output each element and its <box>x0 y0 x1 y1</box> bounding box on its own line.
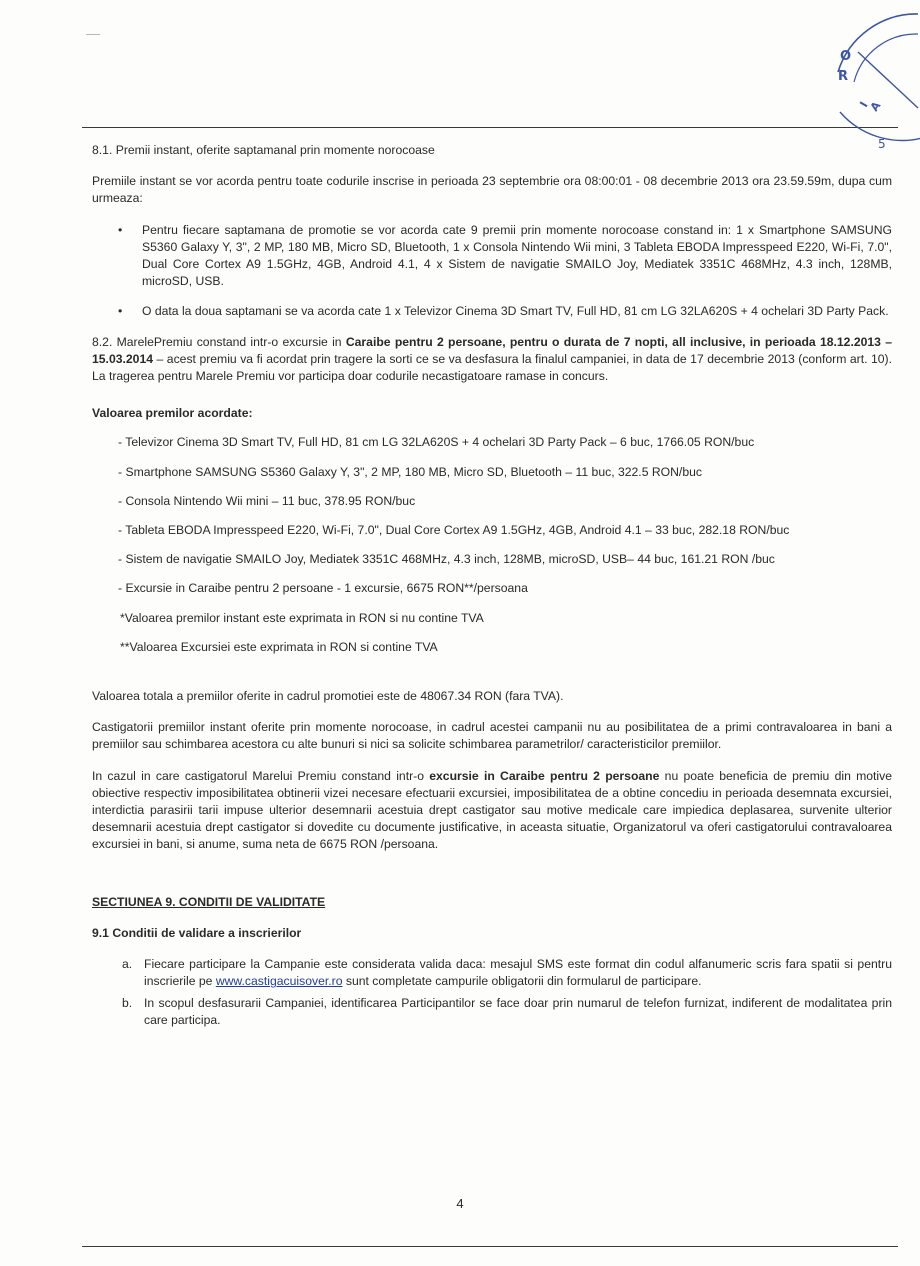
list-item: - Sistem de navigatie SMAILO Joy, Mediatek 3351C 468MHz, 4.3 inch, 128MB, microSD, USB– 44 buc, 161.21 RON /buc <box>118 552 775 567</box>
winners-paragraph: Castigatorii premiilor instant oferite prin momente norocoase, in cadrul acestei campanii nu au posibilitatea de a primi contravaloarea in bani a premiilor sau schimbarea acestora cu alte bunuri si nici sa solicite schimbarea parametrilor/ caracteristicilor premiilor. <box>92 720 892 752</box>
item-text: Fiecare participare la Campanie este considerata valida daca: mesajul SMS este format din codul alfanumeric scris fara spatii si pentru inscrierile pe <box>144 957 892 989</box>
bullet-text: Pentru fiecare saptamana de promotie se vor acorda cate 9 premii prin momente norocoase constand in: 1 x Smartphone SAMSUNG S5360 Galaxy Y, 3", 2 MP, 180 MB, Micro SD, Bluetooth, 1 x Consola Nintendo Wii mini, 3 Tableta EBODA Impresspeed E220, Wi-Fi, 7.0", Dual Core Cortex A9 1.5GHz, 4GB, Android 4.1, 4 x Sistem de navigatie SMAILO Joy, Mediatek 3351C 468MHz, 4.3 inch, 128MB, microSD, USB. <box>142 222 892 289</box>
section-8-1-title: 8.1. Premii instant, oferite saptamanal prin momente norocoase <box>92 143 435 157</box>
bullet-icon: • <box>118 304 123 319</box>
stamp-letter: R <box>838 69 849 84</box>
total-value: Valoarea totala a premiilor oferite in cadrul promotiei este de 48067.34 RON (fara TVA). <box>92 689 564 704</box>
bullet-text: O data la doua saptamani se va acorda cate 1 x Televizor Cinema 3D Smart TV, Full HD, 81 cm LG 32LA620S + 4 ochelari 3D Party Pack. <box>142 304 889 319</box>
document-body <box>92 142 892 1033</box>
official-stamp <box>818 12 920 162</box>
prize-values-list <box>92 434 892 597</box>
list-item: - Televizor Cinema 3D Smart TV, Full HD, 81 cm LG 32LA620S + 4 ochelari 3D Party Pack – 6 buc, 1766.05 RON/buc <box>118 435 755 450</box>
item-letter: a. <box>122 957 133 972</box>
section-8-1-intro: Premiile instant se vor acorda pentru toate codurile inscrise in perioada 23 septembrie ora 08:00:01 - 08 decembrie 2013 ora 23.59.59m, dupa cum urmeaza: <box>92 174 892 206</box>
section-8-2-text: – acest premiu va fi acordat prin tragere la sorti ce se va desfasura la finalul campaniei, in data de 17 decembrie 2013 (conform art. 10). La tragerea pentru Marele Premiu vor participa doar codurile necastigatoare ramase in concurs. <box>92 351 892 384</box>
page-frame-top <box>82 127 898 128</box>
grand-prize-bold: excursie in Caraibe pentru 2 persoane <box>429 768 660 783</box>
section-9-1-subheading: 9.1 Conditii de validare a inscrierilor <box>92 925 302 940</box>
item-letter: b. <box>122 995 133 1010</box>
page-frame-bottom <box>82 1246 898 1247</box>
section-8-2-text: 8.2. MarelePremiu constand intr-o excursie in <box>92 334 346 349</box>
list-item: - Excursie in Caraibe pentru 2 persoane - 1 excursie, 6675 RON**/persoana <box>118 581 528 596</box>
grand-prize-paragraph <box>92 768 892 854</box>
item-text: sunt completate campurile obligatorii din formularul de participare. <box>342 974 702 989</box>
list-item: - Tableta EBODA Impresspeed E220, Wi-Fi, 7.0", Dual Core Cortex A9 1.5GHz, 4GB, Android 4.1 – 33 buc, 282.18 RON/buc <box>118 523 790 538</box>
item-text: In scopul desfasurarii Campaniei, identificarea Participantilor se face doar prin numarul de telefon furnizat, indiferent de modalitatea prin care participa. <box>144 995 892 1027</box>
validation-conditions <box>92 956 892 1029</box>
page-number: 4 <box>456 1196 464 1211</box>
list-item <box>92 303 892 320</box>
list-item: - Smartphone SAMSUNG S5360 Galaxy Y, 3", 2 MP, 180 MB, Micro SD, Bluetooth – 11 buc, 322.5 RON/buc <box>118 464 702 479</box>
grand-prize-text: In cazul in care castigatorul Marelui Premiu constand intr-o <box>92 768 430 783</box>
stamp-number: 5 <box>878 137 886 151</box>
stamp-letter: I <box>857 99 871 110</box>
section-8-2 <box>92 334 892 386</box>
prize-values-heading: Valoarea premilor acordate: <box>92 406 253 421</box>
scan-speck <box>86 34 100 35</box>
section-8-2-bold: Caraibe pentru 2 persoane, pentru o durata de 7 nopti, all inclusive, in perioada 18.12.2013 – 15.03.2014 <box>92 334 892 366</box>
section-8-1-bullets <box>92 222 892 321</box>
bullet-icon: • <box>118 222 123 237</box>
list-item <box>92 222 892 291</box>
stamp-letter: O <box>840 49 852 64</box>
list-item: - Consola Nintendo Wii mini – 11 buc, 378.95 RON/buc <box>118 493 416 508</box>
list-item <box>92 995 892 1029</box>
section-9-heading: SECTIUNEA 9. CONDITII DE VALIDITATE <box>92 894 326 909</box>
note-trip-vat: **Valoarea Excursiei este exprimata in RON si contine TVA <box>120 639 438 654</box>
grand-prize-text: nu poate beneficia de premiu din motive obiective respectiv imposibilitatea obtinerii vizei necesare efectuarii excursiei, imposibilitatea de a obtine concediu in perioada desemnata excursiei, interdictia parasirii tarii impuse ulterior desemnarii acestuia drept castigator sau motive medicale care impiedica deplasarea, survenite ulterior desemnarii acestuia drept castigator si dovedite cu documente justificative, in aceasta situatie, Organizatorul va oferi castigatorului contravaloarea excursiei in bani, si anume, suma neta de 6675 RON /persoana. <box>92 768 893 852</box>
list-item <box>92 956 892 990</box>
prize-notes <box>92 610 892 656</box>
stamp-letter: A <box>867 99 884 114</box>
note-instant-vat: *Valoarea premilor instant este exprimata in RON si nu contine TVA <box>120 610 484 625</box>
website-link[interactable]: www.castigacuisover.ro <box>215 974 343 989</box>
